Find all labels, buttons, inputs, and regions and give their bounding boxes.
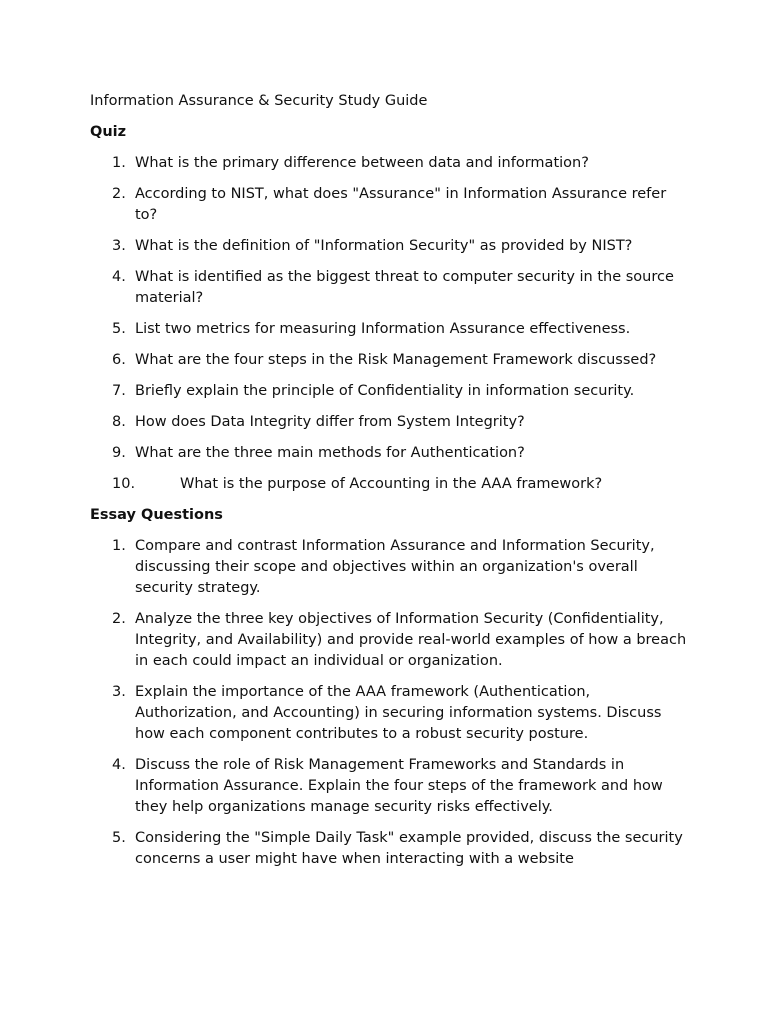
item-text: Discuss the role of Risk Management Frameworks and Standards in Information Assurance. Explain the four steps of the framework and how they help organizations manage security risks effectively. [135, 757, 663, 815]
item-text: What are the four steps in the Risk Management Framework discussed? [135, 352, 657, 368]
quiz-item [90, 236, 690, 257]
quiz-item [90, 381, 690, 402]
item-text: Considering the "Simple Daily Task" example provided, discuss the security concerns a user might have when interacting with a website [135, 830, 683, 867]
document-page [90, 91, 690, 880]
item-number: 1. [112, 538, 126, 554]
essay-item [90, 755, 690, 818]
item-text: Compare and contrast Information Assurance and Information Security, discussing their scope and objectives within an organization's overall security strategy. [135, 538, 655, 596]
item-number: 5. [112, 830, 126, 846]
quiz-item [90, 474, 690, 495]
item-number: 2. [112, 611, 126, 627]
item-number: 5. [112, 321, 126, 337]
item-number: 6. [112, 352, 126, 368]
quiz-item [90, 443, 690, 464]
essay-item [90, 609, 690, 672]
item-number: 2. [112, 186, 126, 202]
item-text: How does Data Integrity differ from System Integrity? [135, 414, 525, 430]
essay-item [90, 828, 690, 870]
item-number: 7. [112, 383, 126, 399]
item-text: According to NIST, what does "Assurance" in Information Assurance refer to? [135, 186, 667, 223]
quiz-item [90, 153, 690, 174]
item-text: Analyze the three key objectives of Information Security (Confidentiality, Integrity, and Availability) and provide real-world examples of how a breach in each could impact an individual or organization. [135, 611, 687, 669]
item-text: Explain the importance of the AAA framework (Authentication, Authorization, and Accounting) in securing information systems. Discuss how each component contributes to a robust security posture. [135, 684, 662, 742]
item-text: What are the three main methods for Authentication? [135, 445, 525, 461]
item-text: What is the purpose of Accounting in the AAA framework? [180, 476, 603, 492]
quiz-item [90, 412, 690, 433]
item-number: 10. [112, 476, 136, 492]
item-text: Briefly explain the principle of Confidentiality in information security. [135, 383, 635, 399]
quiz-item [90, 319, 690, 340]
essay-item [90, 682, 690, 745]
essay-item [90, 536, 690, 599]
item-text: What is the definition of "Information Security" as provided by NIST? [135, 238, 633, 254]
essay-heading: Essay Questions [90, 507, 223, 523]
quiz-heading: Quiz [90, 124, 127, 140]
item-number: 8. [112, 414, 126, 430]
item-number: 1. [112, 155, 126, 171]
essay-list [90, 536, 690, 870]
item-number: 9. [112, 445, 126, 461]
item-number: 4. [112, 757, 126, 773]
item-number: 3. [112, 238, 126, 254]
quiz-item [90, 350, 690, 371]
quiz-item [90, 184, 690, 226]
item-text: List two metrics for measuring Information Assurance effectiveness. [135, 321, 631, 337]
item-number: 3. [112, 684, 126, 700]
item-number: 4. [112, 269, 126, 285]
quiz-item [90, 267, 690, 309]
document-title: Information Assurance & Security Study Guide [90, 93, 428, 109]
quiz-list [90, 153, 690, 495]
item-text: What is the primary difference between data and information? [135, 155, 589, 171]
item-text: What is identified as the biggest threat to computer security in the source material? [135, 269, 674, 306]
